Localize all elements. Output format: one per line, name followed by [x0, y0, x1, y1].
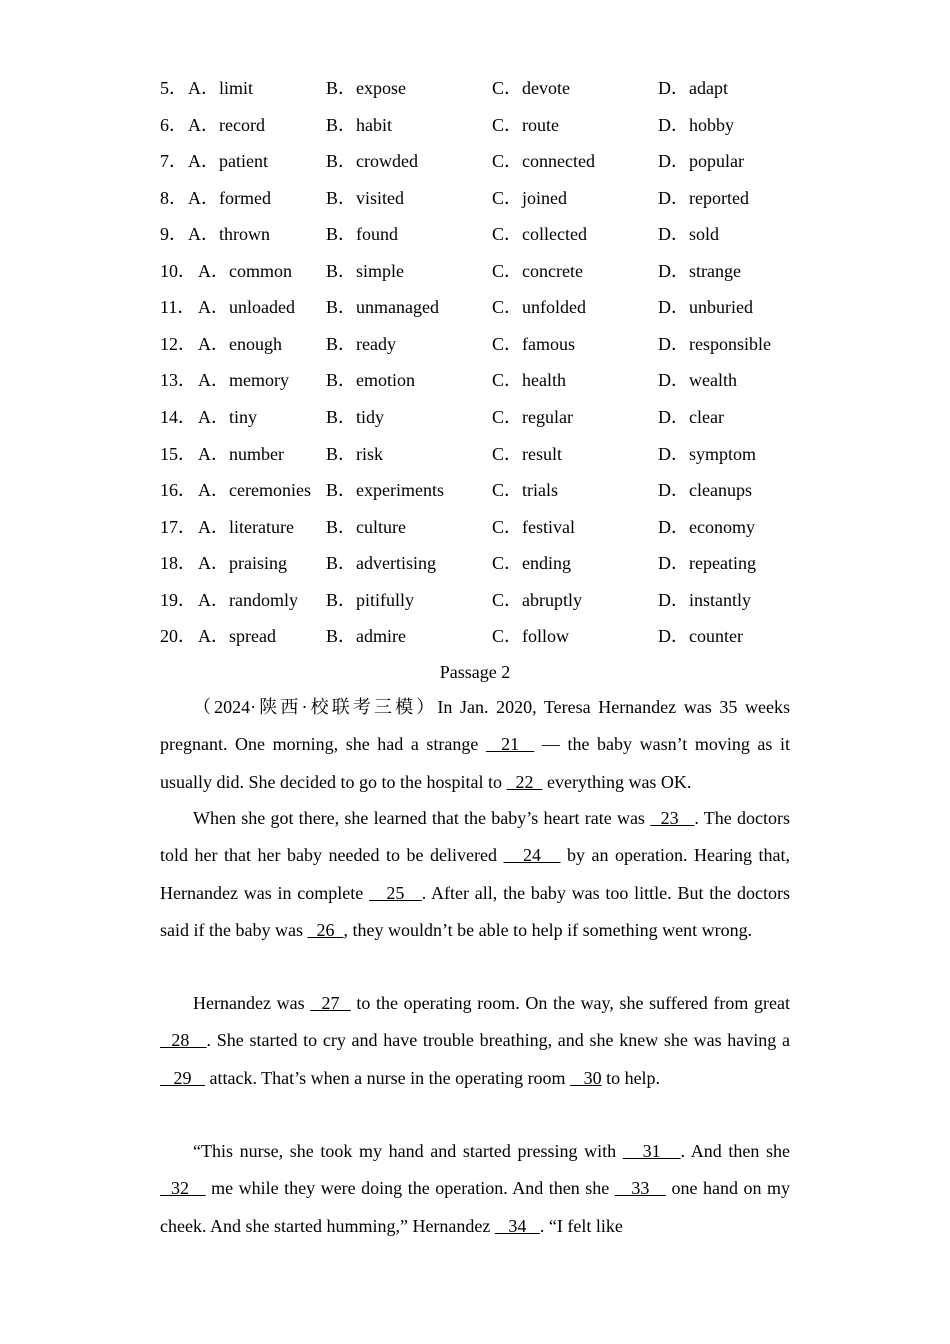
option-a: A．patient	[188, 151, 268, 172]
question-number: 9．	[160, 224, 187, 245]
blank-21: 21	[485, 734, 535, 755]
option-a: A．literature	[198, 516, 294, 537]
option-a: A．ceremonies	[198, 480, 311, 500]
option-b: B．emotion	[326, 370, 415, 391]
blank-33: 33	[614, 1178, 666, 1199]
question-number: 20．	[160, 626, 196, 647]
option-b: B．ready	[326, 333, 396, 354]
option-a: A．unloaded	[198, 297, 295, 318]
blank-34: 34	[494, 1215, 540, 1236]
blank-25: 25	[369, 882, 422, 903]
option-a: A．thrown	[188, 224, 270, 245]
text: （2024·陕西·校联考三模）In Jan. 2020, Teresa Hernandez was 35 weeks pregnant. One morning, she had a strange	[160, 697, 790, 755]
text: me while they were doing the operation. And then she	[205, 1178, 615, 1199]
option-d: D．unburied	[658, 297, 753, 318]
question-number: 8．	[160, 187, 187, 208]
blank-28: 28	[160, 1030, 207, 1051]
option-c: C．follow	[492, 626, 570, 647]
option-d: D．economy	[658, 516, 755, 537]
option-d: D．responsible	[658, 333, 771, 354]
option-c: C．famous	[492, 333, 575, 354]
option-a: A．number	[198, 443, 284, 464]
text: . She started to cry and have trouble breathing, and she knew she was having a	[206, 1030, 790, 1051]
option-a: A．record	[188, 114, 265, 135]
option-c: C．health	[492, 370, 566, 391]
option-b: B．tidy	[326, 406, 385, 427]
option-a: A．tiny	[198, 406, 258, 427]
option-b: B．found	[326, 224, 398, 245]
text: . After all, the baby was too little. But the doctors said if the baby was	[160, 882, 791, 940]
blank-26: 26	[307, 919, 344, 940]
text: , they wouldn’t be able to help if something went wrong.	[343, 919, 753, 940]
blank-30: 30	[570, 1067, 602, 1088]
text: . The doctors told her that her baby needed to be delivered	[160, 808, 791, 866]
question-number: 6．	[160, 114, 187, 135]
text: Hernandez was	[193, 993, 311, 1013]
text: When she got there, she learned that the baby’s heart rate was	[193, 808, 651, 828]
passage-paragraph-2	[160, 800, 790, 949]
option-d: D．repeating	[658, 553, 756, 574]
passage-paragraph-3	[160, 985, 790, 1097]
option-b: B．habit	[326, 114, 392, 135]
option-c: C．trials	[492, 480, 558, 500]
question-number: 5．	[160, 78, 187, 98]
blank-27: 27	[310, 993, 351, 1013]
option-d: D．reported	[658, 187, 749, 208]
option-c: C．devote	[492, 78, 570, 98]
question-number: 11．	[160, 297, 196, 318]
passage-paragraph-1	[160, 689, 790, 801]
text: by an operation. Hearing that, Hernandez was in complete	[160, 845, 791, 903]
option-b: B．risk	[326, 443, 384, 464]
option-a: A．randomly	[198, 589, 298, 610]
question-number: 12．	[160, 333, 196, 354]
option-d: D．wealth	[658, 370, 737, 391]
option-d: D．adapt	[658, 78, 728, 98]
option-d: D．counter	[658, 626, 743, 647]
question-number: 10．	[160, 260, 196, 281]
option-d: D．symptom	[658, 443, 757, 464]
option-b: B．unmanaged	[326, 297, 439, 318]
passage-title: Passage 2	[439, 662, 511, 682]
text: . And then she	[680, 1141, 790, 1161]
option-a: A．enough	[198, 333, 282, 354]
option-c: C．regular	[492, 406, 573, 427]
option-c: C．result	[492, 443, 562, 464]
option-a: A．praising	[198, 553, 287, 574]
option-a: A．spread	[198, 626, 276, 647]
question-number: 15．	[160, 443, 196, 464]
option-b: B．culture	[326, 516, 406, 537]
blank-24: 24	[503, 845, 561, 866]
option-d: D．clear	[658, 406, 724, 427]
option-d: D．hobby	[658, 114, 734, 135]
option-c: C．festival	[492, 516, 575, 537]
option-c: C．route	[492, 114, 559, 135]
text: “This nurse, she took my hand and started pressing with	[193, 1141, 623, 1161]
question-number: 7．	[160, 151, 187, 172]
question-number: 19．	[160, 589, 196, 610]
option-b: B．experiments	[326, 480, 444, 500]
option-a: A．formed	[188, 187, 271, 208]
blank-23: 23	[650, 808, 695, 828]
option-a: A．common	[198, 260, 292, 281]
blank-22: 22	[506, 771, 543, 792]
blank-32: 32	[160, 1178, 206, 1199]
question-number: 16．	[160, 480, 196, 500]
option-c: C．connected	[492, 151, 595, 172]
blank-31: 31	[622, 1141, 681, 1161]
question-number: 17．	[160, 516, 196, 537]
option-c: C．ending	[492, 553, 571, 574]
text: one hand on my cheek. And she started humming,” Hernandez	[160, 1178, 790, 1236]
question-number: 13．	[160, 370, 196, 391]
option-d: D．strange	[658, 260, 741, 281]
option-d: D．instantly	[658, 589, 751, 610]
text: . “I felt like	[539, 1215, 623, 1236]
passage-paragraph-4	[160, 1133, 790, 1245]
option-d: D．cleanups	[658, 480, 752, 500]
option-c: C．abruptly	[492, 589, 582, 610]
option-c: C．unfolded	[492, 297, 586, 318]
option-b: B．crowded	[326, 151, 418, 172]
option-c: C．collected	[492, 224, 587, 245]
text: attack. That’s when a nurse in the operating room	[205, 1067, 571, 1088]
question-number: 18．	[160, 553, 196, 574]
option-c: C．joined	[492, 187, 567, 208]
option-d: D．popular	[658, 151, 744, 172]
option-b: B．expose	[326, 78, 406, 98]
option-b: B．pitifully	[326, 589, 415, 610]
option-b: B．visited	[326, 187, 405, 208]
option-a: A．limit	[188, 78, 254, 98]
option-c: C．concrete	[492, 260, 583, 281]
option-d: D．sold	[658, 224, 720, 245]
text: to the operating room. On the way, she suffered from great	[350, 993, 790, 1013]
blank-29: 29	[160, 1067, 205, 1088]
option-b: B．admire	[326, 626, 406, 647]
question-number: 14．	[160, 406, 196, 427]
text: — the baby wasn’t moving as it usually did. She decided to go to the hospital to	[160, 734, 790, 792]
text: to help.	[601, 1067, 661, 1088]
text: everything was OK.	[542, 771, 692, 792]
option-b: B．advertising	[326, 553, 436, 574]
option-a: A．memory	[198, 370, 289, 391]
option-b: B．simple	[326, 260, 405, 281]
